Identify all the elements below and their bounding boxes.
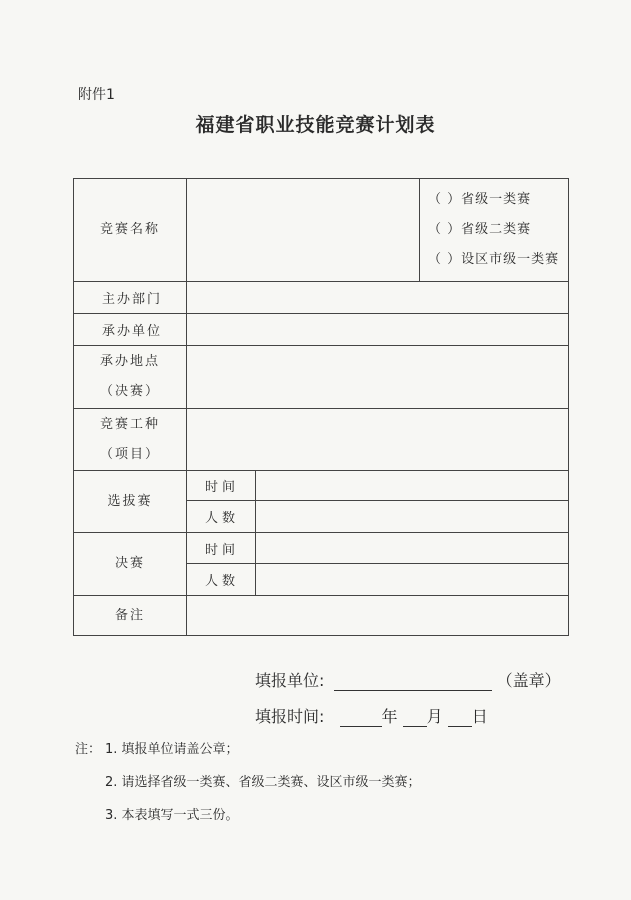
work-type-label-line2: （项目） (99, 446, 160, 462)
level-options (420, 179, 569, 282)
competition-name-label: 竞赛名称 (74, 179, 187, 282)
remarks-field[interactable] (187, 596, 569, 636)
host-field[interactable] (187, 314, 569, 346)
day-field[interactable] (448, 708, 472, 727)
selection-count-label: 人数 (187, 501, 256, 533)
unit-label: 填报单位: (255, 671, 325, 690)
time-row (255, 704, 488, 727)
work-type-label-line1: 竞赛工种 (99, 416, 160, 432)
venue-label-line2: （决赛） (99, 384, 160, 399)
seal-label: （盖章） (496, 671, 561, 690)
final-label: 决赛 (74, 533, 187, 596)
final-count-field[interactable] (256, 564, 569, 596)
final-time-label: 时间 (187, 533, 256, 564)
level-option-provincial-1[interactable]: （ ）省级一类赛 (428, 192, 532, 207)
competition-plan-table (73, 178, 569, 636)
note-item-1: 1. 填报单位请盖公章； (105, 742, 239, 757)
competition-name-field[interactable] (187, 179, 420, 282)
attachment-label: 附件1 (78, 87, 115, 103)
note-item-3: 3. 本表填写一式三份。 (105, 808, 239, 823)
organizer-field[interactable] (187, 282, 569, 314)
selection-time-field[interactable] (256, 471, 569, 501)
year-field[interactable] (340, 708, 382, 727)
selection-label: 选拔赛 (74, 471, 187, 533)
month-field[interactable] (403, 708, 427, 727)
level-option-provincial-2[interactable]: （ ）省级二类赛 (428, 222, 532, 237)
remarks-label: 备注 (74, 596, 187, 636)
venue-label (74, 346, 187, 409)
work-type-label (74, 409, 187, 471)
note-item-2: 2. 请选择省级一类赛、省级二类赛、设区市级一类赛； (105, 775, 421, 790)
venue-field[interactable] (187, 346, 569, 409)
page-title: 福建省职业技能竞赛计划表 (195, 114, 436, 136)
work-type-field[interactable] (187, 409, 569, 471)
month-label: 月 (426, 707, 443, 726)
venue-label-line1: 承办地点 (99, 354, 160, 369)
unit-field[interactable] (334, 672, 492, 691)
host-label: 承办单位 (74, 314, 187, 346)
selection-count-field[interactable] (256, 501, 569, 533)
final-count-label: 人数 (187, 564, 256, 596)
notes-prefix: 注： (75, 742, 102, 757)
selection-time-label: 时间 (187, 471, 256, 501)
organizer-label: 主办部门 (74, 282, 187, 314)
unit-row (255, 668, 561, 691)
time-label: 填报时间: (255, 707, 325, 726)
year-label: 年 (381, 707, 398, 726)
day-label: 日 (471, 707, 488, 726)
level-option-city-1[interactable]: （ ）设区市级一类赛 (428, 252, 560, 267)
final-time-field[interactable] (256, 533, 569, 564)
